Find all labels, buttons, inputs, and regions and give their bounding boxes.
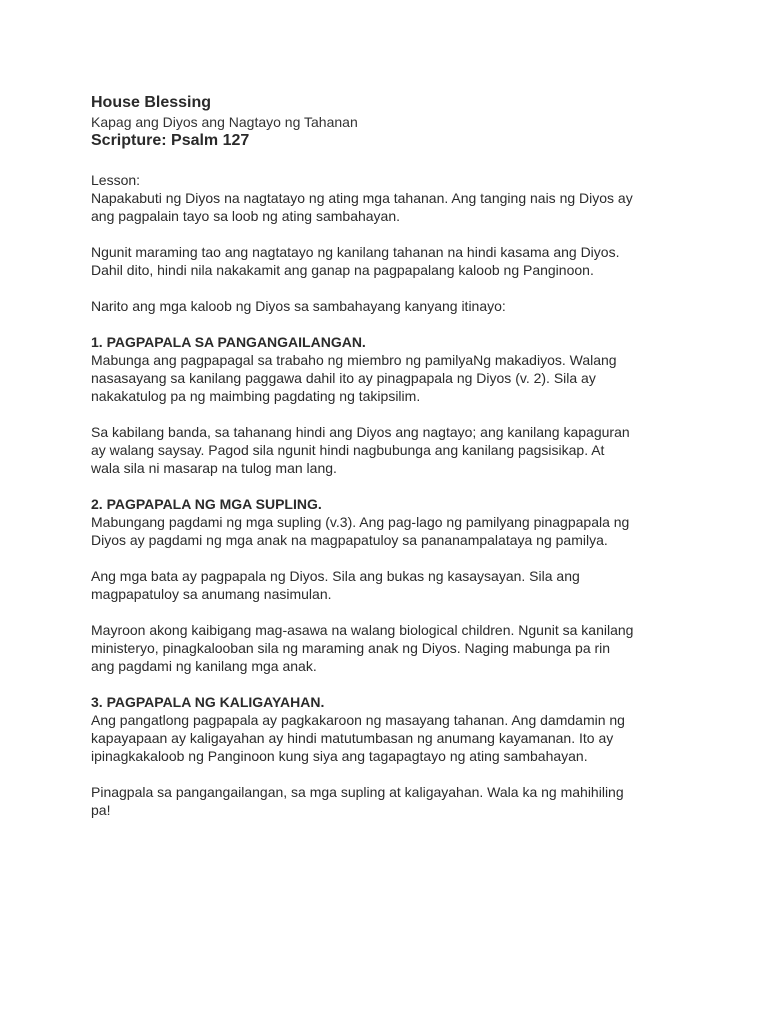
scripture-reference: Scripture: Psalm 127 (91, 132, 250, 149)
closing-paragraph (91, 783, 691, 819)
text-line: Sa kabilang banda, sa tahanang hindi ang Diyos ang nagtayo; ang kanilang kapaguran (91, 424, 630, 440)
section-heading: 1. PAGPAPALA SA PANGANGAILANGAN. (91, 334, 366, 350)
text-line: Narito ang mga kaloob ng Diyos sa sambahayang kanyang itinayo: (91, 298, 506, 314)
text-line: kapayapaan ay kaligayahan ay hindi matutumbasan ng anumang kayamanan. Ito ay (91, 730, 614, 746)
text-line: Diyos ay pagdami ng mga anak na magpapatuloy sa pananampalataya ng pamilya. (91, 532, 608, 548)
text-line: pa! (91, 802, 111, 818)
text-line: Ngunit maraming tao ang nagtatayo ng kanilang tahanan na hindi kasama ang Diyos. (91, 244, 620, 260)
paragraph (91, 297, 691, 315)
intro-paragraph (91, 171, 691, 225)
section-2 (91, 495, 691, 549)
document-subtitle: Kapag ang Diyos ang Nagtayo ng Tahanan (91, 114, 358, 130)
text-line: Mabungang pagdami ng mga supling (v.3). Ang pag-lago ng pamilyang pinagpapala ng (91, 514, 630, 530)
text-line: Ang pangatlong pagpapala ay pagkakaroon ng masayang tahanan. Ang damdamin ng (91, 712, 625, 728)
text-line: Ang mga bata ay pagpapala ng Diyos. Sila ang bukas ng kasaysayan. Sila ang (91, 568, 580, 584)
section-1 (91, 333, 691, 405)
text-line: ang pagdami ng kanilang mga anak. (91, 658, 317, 674)
document-page (91, 93, 691, 837)
text-line: nasasayang sa kanilang paggawa dahil ito ay pinagpapala ng Diyos (v. 2). Sila ay (91, 370, 596, 386)
lesson-label: Lesson: (91, 172, 141, 188)
text-line: Napakabuti ng Diyos na nagtatayo ng ating mga tahanan. Ang tanging nais ng Diyos ay (91, 190, 633, 206)
paragraph (91, 621, 691, 675)
text-line: ministeryo, pinagkalooban sila ng maraming anak ng Diyos. Naging mabunga pa rin (91, 640, 611, 656)
text-line: Mayroon akong kaibigang mag-asawa na walang biological children. Ngunit sa kanilang (91, 622, 634, 638)
text-line: ipinagkakaloob ng Panginoon kung siya ang tagapagtayo ng ating sambahayan. (91, 748, 588, 764)
text-line: Pinagpala sa pangangailangan, sa mga supling at kaligayahan. Wala ka ng mahihiling (91, 784, 624, 800)
text-line: wala sila ni masarap na tulog man lang. (91, 460, 337, 476)
text-line: Dahil dito, hindi nila nakakamit ang ganap na pagpapalang kaloob ng Panginoon. (91, 262, 594, 278)
paragraph (91, 243, 691, 279)
section-heading: 3. PAGPAPALA NG KALIGAYAHAN. (91, 694, 325, 710)
text-line: ang pagpalain tayo sa loob ng ating sambahayan. (91, 208, 401, 224)
document-title: House Blessing (91, 94, 212, 111)
text-line: Mabunga ang pagpapagal sa trabaho ng miembro ng pamilyaNg makadiyos. Walang (91, 352, 617, 368)
text-line: nakakatulog pa ng maimbing pagdating ng takipsilim. (91, 388, 421, 404)
paragraph (91, 567, 691, 603)
text-line: ay walang saysay. Pagod sila ngunit hindi nagbubunga ang kanilang pagsisikap. At (91, 442, 605, 458)
section-3 (91, 693, 691, 765)
section-heading: 2. PAGPAPALA NG MGA SUPLING. (91, 496, 322, 512)
text-line: magpapatuloy sa anumang nasimulan. (91, 586, 332, 602)
paragraph (91, 423, 691, 477)
